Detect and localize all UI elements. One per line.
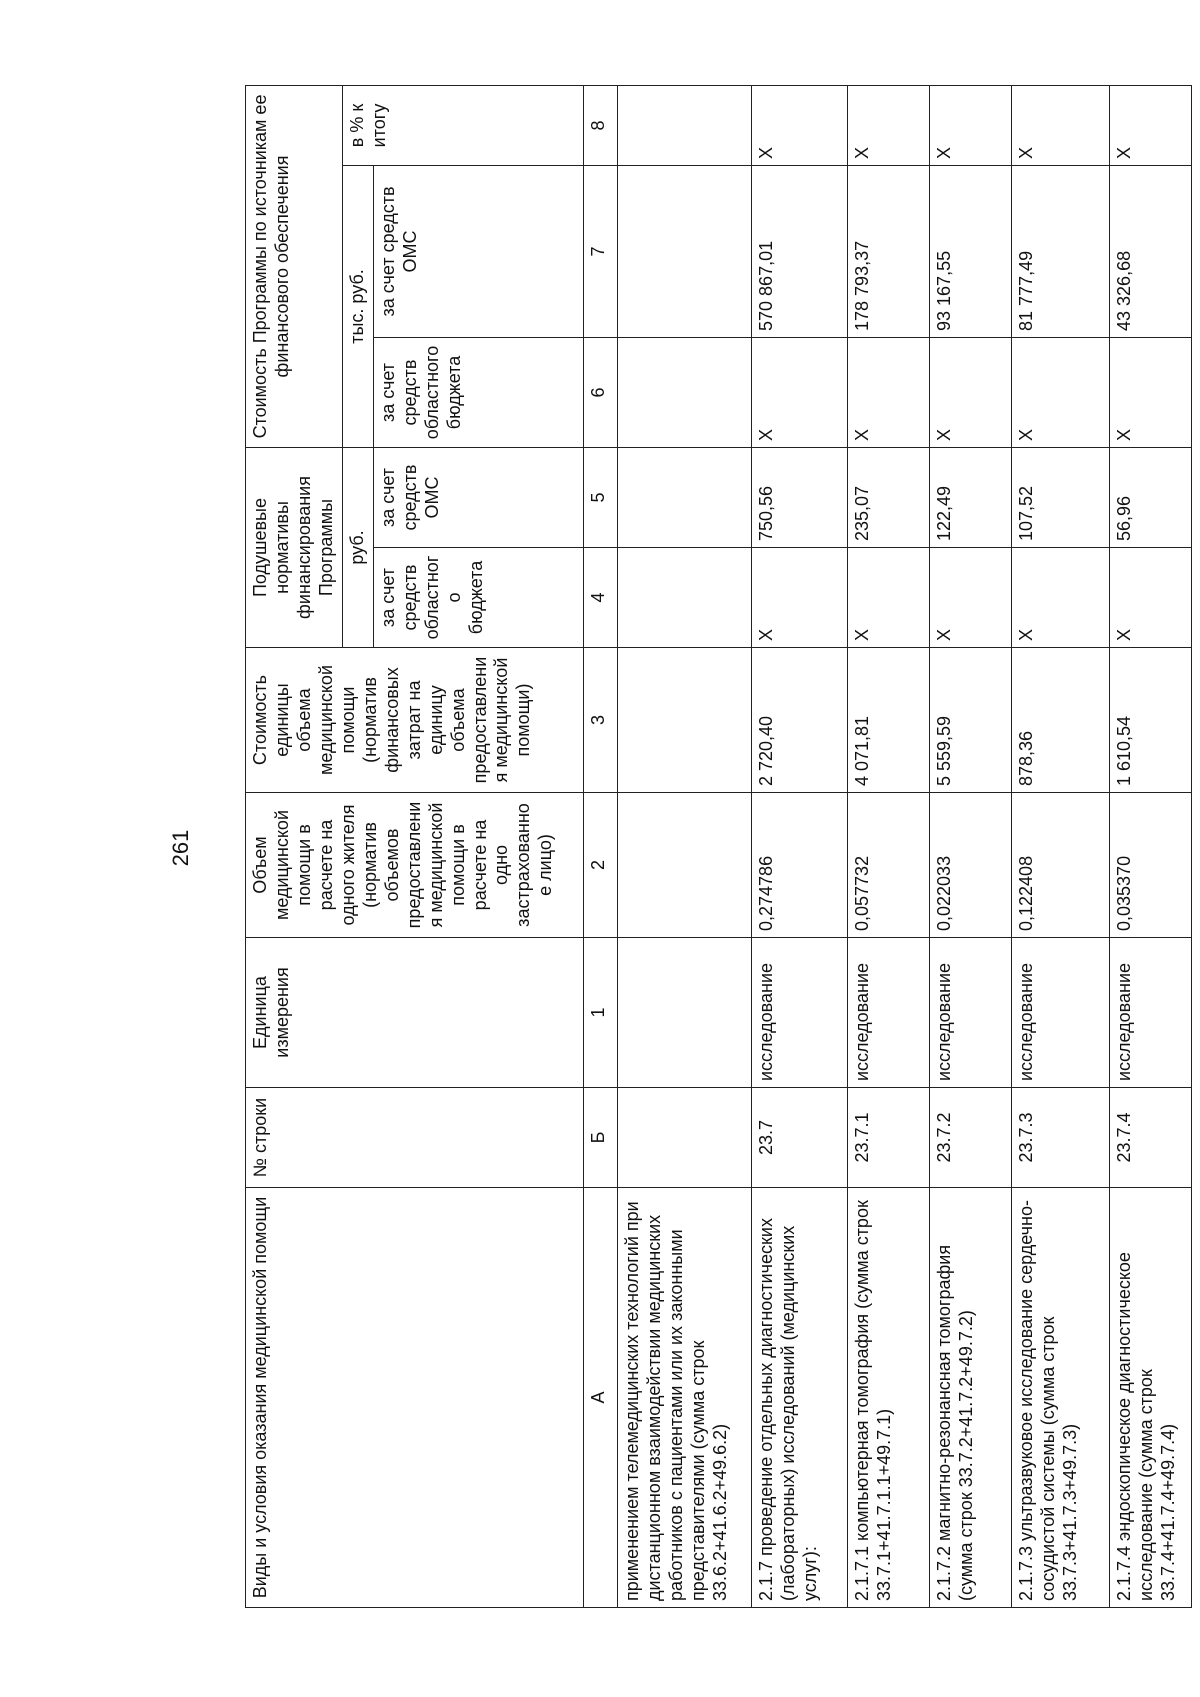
row-cost-budget: X (929, 337, 1011, 447)
row-norm-budget: X (847, 548, 929, 648)
header-group-norms: Подушевые нормативы финансирования Программы (246, 447, 343, 647)
row-pct (617, 85, 751, 165)
table-row (847, 85, 929, 1607)
row-volume: 0,274786 (751, 793, 847, 938)
index-cell: 5 (583, 447, 617, 547)
row-cost-oms: 570 867,01 (751, 165, 847, 337)
row-unit: исследование (929, 938, 1011, 1088)
row-pct: X (929, 85, 1011, 165)
row-cost-oms: 178 793,37 (847, 165, 929, 337)
header-col-6: за счет средств областного бюджета (373, 337, 583, 447)
row-norm-budget (617, 548, 751, 648)
row-code: 23.7.4 (1109, 1088, 1191, 1188)
row-cost-budget: X (1011, 337, 1109, 447)
row-code: 23.7.1 (847, 1088, 929, 1188)
document-page (150, 58, 1178, 1638)
row-cost-budget: X (751, 337, 847, 447)
header-col-8: в % к итогу (342, 85, 583, 165)
row-cost (617, 648, 751, 793)
row-norm-budget: X (1011, 548, 1109, 648)
row-norm-oms: 235,07 (847, 447, 929, 547)
row-cost-budget: X (1109, 337, 1191, 447)
row-code: 23.7 (751, 1088, 847, 1188)
table-row (929, 85, 1011, 1607)
row-pct: X (1011, 85, 1109, 165)
index-cell: 7 (583, 165, 617, 337)
row-pct: X (751, 85, 847, 165)
row-unit: исследование (847, 938, 929, 1088)
row-volume: 0,057732 (847, 793, 929, 938)
row-volume: 0,035370 (1109, 793, 1191, 938)
row-norm-budget: X (1109, 548, 1191, 648)
row-norm-budget: X (751, 548, 847, 648)
row-name: 2.1.7.4 эндоскопическое диагностическое исследование (сумма строк 33.7.4+41.7.4+49.7.4) (1109, 1188, 1191, 1608)
header-col-2: Объем медицинской помощи в расчете на одного жителя (норматив объемов предоставления медицинской помощи в расчете на одно застрахованное лицо) (246, 793, 584, 938)
page-number: 261 (168, 829, 193, 867)
row-pct: X (1109, 85, 1191, 165)
index-cell: 3 (583, 648, 617, 793)
row-cost: 5 559,59 (929, 648, 1011, 793)
row-norm-budget: X (929, 548, 1011, 648)
row-cost: 4 071,81 (847, 648, 929, 793)
row-name: применением телемедицинских технологий при дистанционном взаимодействии медицинских работников с пациентами или их законными представителями (сумма строк 33.6.2+41.6.2+49.6.2) (617, 1188, 751, 1608)
header-col-1: Единица измерения (246, 938, 584, 1088)
row-volume: 0,022033 (929, 793, 1011, 938)
index-cell: А (583, 1188, 617, 1608)
row-norm-oms (617, 447, 751, 547)
financing-table (245, 85, 1192, 1608)
header-col-3: Стоимость единицы объема медицинской помощи (норматив финансовых затрат на единицу объема предоставления медицинской помощи) (246, 648, 584, 793)
row-cost: 1 610,54 (1109, 648, 1191, 793)
row-cost-oms: 93 167,55 (929, 165, 1011, 337)
row-cost: 2 720,40 (751, 648, 847, 793)
row-cost-oms: 43 326,68 (1109, 165, 1191, 337)
header-cost-unit: тыс. руб. (342, 165, 373, 447)
row-norm-oms: 56,96 (1109, 447, 1191, 547)
table-row (751, 85, 847, 1607)
index-cell: 8 (583, 85, 617, 165)
row-norm-oms: 107,52 (1011, 447, 1109, 547)
row-name: 2.1.7.2 магнитно-резонансная томография (сумма строк 33.7.2+41.7.2+49.7.2) (929, 1188, 1011, 1608)
index-cell: Б (583, 1088, 617, 1188)
row-cost-oms (617, 165, 751, 337)
row-cost-budget: X (847, 337, 929, 447)
row-unit (617, 938, 751, 1088)
row-unit: исследование (1109, 938, 1191, 1088)
row-code: 23.7.2 (929, 1088, 1011, 1188)
index-cell: 2 (583, 793, 617, 938)
header-col-4: за счет средств областног о бюджета (373, 548, 583, 648)
row-name: 2.1.7 проведение отдельных диагностических (лабораторных) исследований (медицинских услуг): (751, 1188, 847, 1608)
table-row (617, 85, 751, 1607)
row-cost-oms: 81 777,49 (1011, 165, 1109, 337)
row-name: 2.1.7.3 ультразвуковое исследование сердечно-сосудистой системы (сумма строк 33.7.3+41.7.3+49.7.3) (1011, 1188, 1109, 1608)
table-row (1109, 85, 1191, 1607)
column-index-row (583, 85, 617, 1607)
header-norms-unit: руб. (342, 447, 373, 647)
header-col-5: за счет средств ОМС (373, 447, 583, 547)
row-volume: 0,122408 (1011, 793, 1109, 938)
row-unit: исследование (751, 938, 847, 1088)
row-cost-budget (617, 337, 751, 447)
row-cost: 878,36 (1011, 648, 1109, 793)
row-volume (617, 793, 751, 938)
row-code (617, 1088, 751, 1188)
index-cell: 6 (583, 337, 617, 447)
header-row-1 (246, 85, 343, 1607)
row-norm-oms: 122,49 (929, 447, 1011, 547)
row-name: 2.1.7.1 компьютерная томография (сумма строк 33.7.1+41.7.1.1+49.7.1) (847, 1188, 929, 1608)
header-group-cost: Стоимость Программы по источникам ее финансового обеспечения (246, 85, 343, 447)
index-cell: 1 (583, 938, 617, 1088)
index-cell: 4 (583, 548, 617, 648)
header-col-a: Виды и условия оказания медицинской помощи (246, 1188, 584, 1608)
header-col-7: за счет средств ОМС (373, 165, 583, 337)
row-pct: X (847, 85, 929, 165)
row-unit: исследование (1011, 938, 1109, 1088)
header-col-b: № строки (246, 1088, 584, 1188)
table-row (1011, 85, 1109, 1607)
row-norm-oms: 750,56 (751, 447, 847, 547)
row-code: 23.7.3 (1011, 1088, 1109, 1188)
